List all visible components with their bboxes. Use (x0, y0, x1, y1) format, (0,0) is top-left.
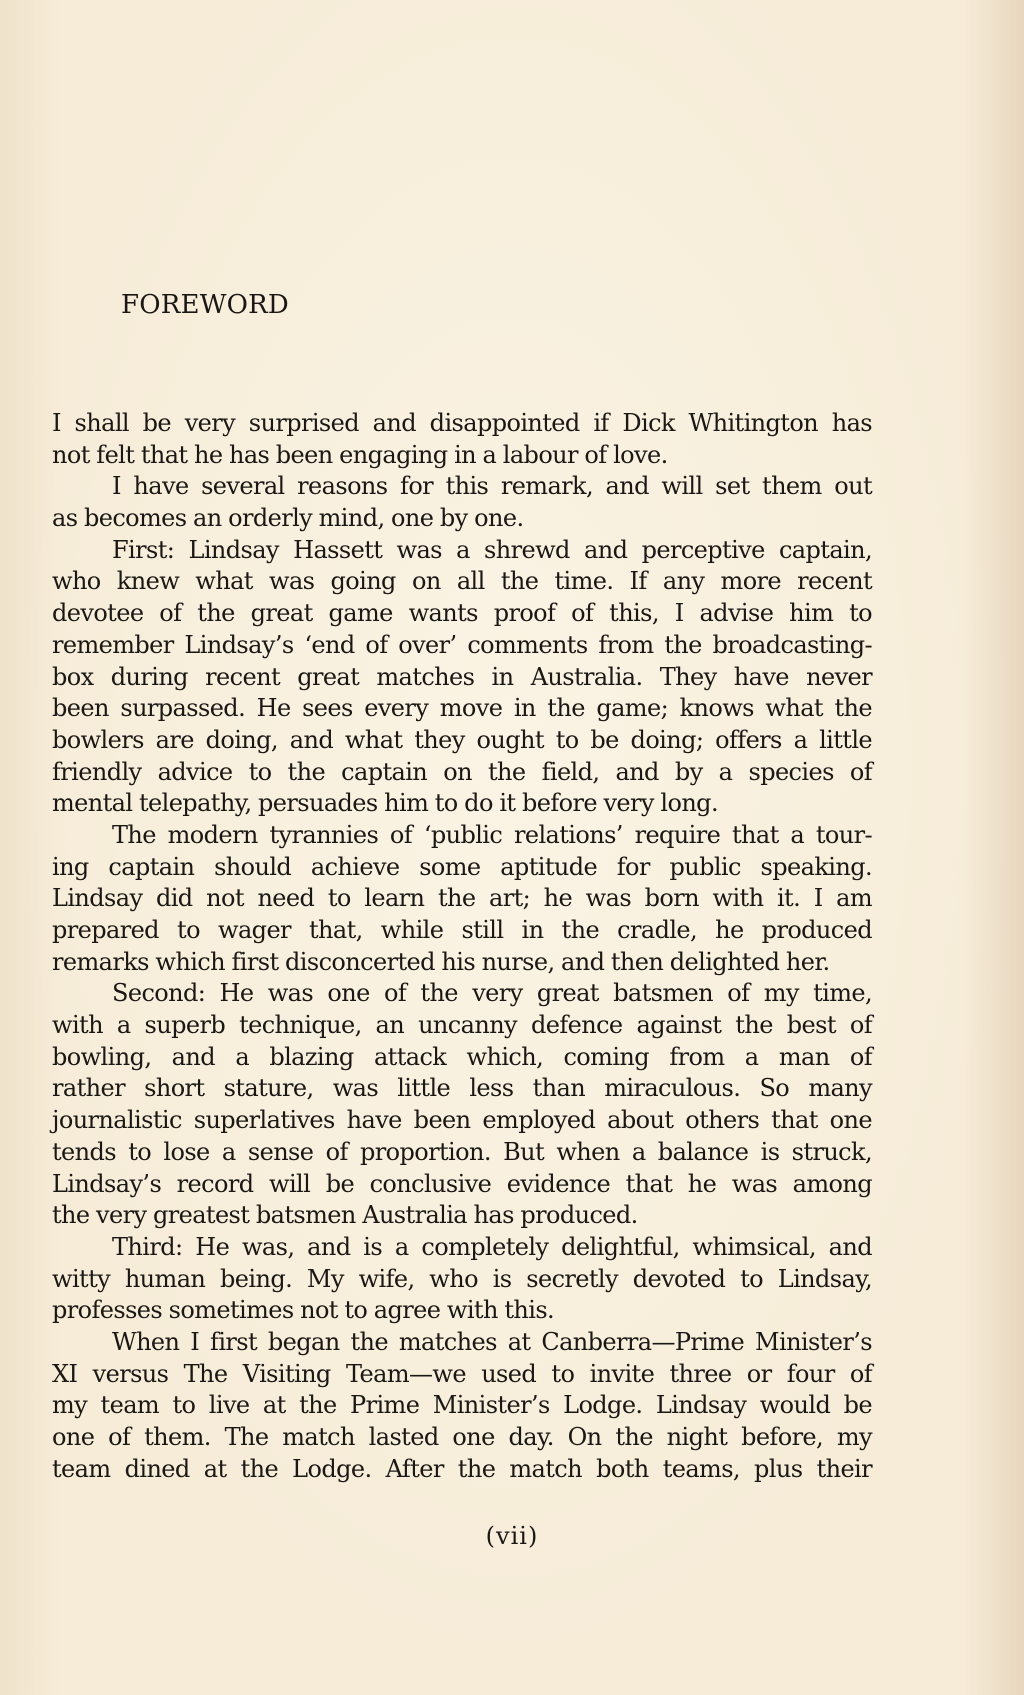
text-line: prepared to wager that, while still in the cradle, he produced (52, 916, 872, 944)
text-line: bowlers are doing, and what they ought to be doing; offers a little (52, 725, 872, 754)
text-line: who knew what was going on all the time. If any more recent (52, 567, 872, 596)
text-line: with a superb technique, an uncanny defence against the best of (52, 1011, 872, 1040)
text-line: professes sometimes not to agree with this. (52, 1296, 555, 1325)
text-line: my team to live at the Prime Minister’s Lodge. Lindsay would be (52, 1391, 872, 1420)
text-line: Second: He was one of the very great batsmen of my time, (112, 979, 872, 1008)
text-line: team dined at the Lodge. After the match both teams, plus their (52, 1454, 872, 1483)
text-line: bowling, and a blazing attack which, coming from a man of (52, 1042, 872, 1071)
text-line: First: Lindsay Hassett was a shrewd and perceptive captain, (112, 535, 872, 564)
chapter-heading: FOREWORD (121, 290, 289, 320)
text-line: journalistic superlatives have been employed about others that one (52, 1106, 872, 1135)
text-line: box during recent great matches in Australia. They have never (52, 662, 872, 691)
text-line: remember Lindsay’s ‘end of over’ comments from the broadcasting- (52, 630, 872, 659)
text-line: devotee of the great game wants proof of this, I advise him to (52, 599, 872, 628)
text-line: the very greatest batsmen Australia has produced. (52, 1201, 638, 1230)
text-line: I have several reasons for this remark, and will set them out (112, 472, 872, 501)
text-line: The modern tyrannies of ‘public relations’ require that a tour- (112, 820, 872, 849)
text-line: Lindsay’s record will be conclusive evidence that he was among (52, 1169, 872, 1198)
page-number: (vii) (485, 1522, 539, 1550)
text-line: Lindsay did not need to learn the art; he was born with it. I am (52, 884, 872, 913)
text-line: I shall be very surprised and disappointed if Dick Whitington has (52, 409, 872, 437)
text-line: been surpassed. He sees every move in the game; knows what the (52, 694, 872, 723)
text-line: one of them. The match lasted one day. On the night before, my (52, 1423, 872, 1451)
text-line: as becomes an orderly mind, one by one. (52, 504, 524, 533)
text-line: not felt that he has been engaging in a labour of love. (52, 440, 668, 469)
text-line: witty human being. My wife, who is secretly devoted to Lindsay, (52, 1264, 872, 1293)
text-line: XI versus The Visiting Team—we used to invite three or four of (52, 1359, 872, 1388)
text-line: tends to lose a sense of proportion. But when a balance is struck, (52, 1137, 872, 1166)
text-line: ing captain should achieve some aptitude for public speaking. (52, 852, 872, 881)
text-line: rather short stature, was little less than miraculous. So many (52, 1074, 872, 1103)
foreword-body (52, 408, 872, 1485)
text-line: remarks which first disconcerted his nurse, and then delighted her. (52, 947, 830, 976)
text-line: friendly advice to the captain on the field, and by a species of (52, 757, 872, 786)
text-line: mental telepathy, persuades him to do it before very long. (52, 789, 718, 818)
text-line: When I first began the matches at Canberra—Prime Minister’s (112, 1327, 872, 1356)
text-line: Third: He was, and is a completely delightful, whimsical, and (112, 1232, 872, 1261)
